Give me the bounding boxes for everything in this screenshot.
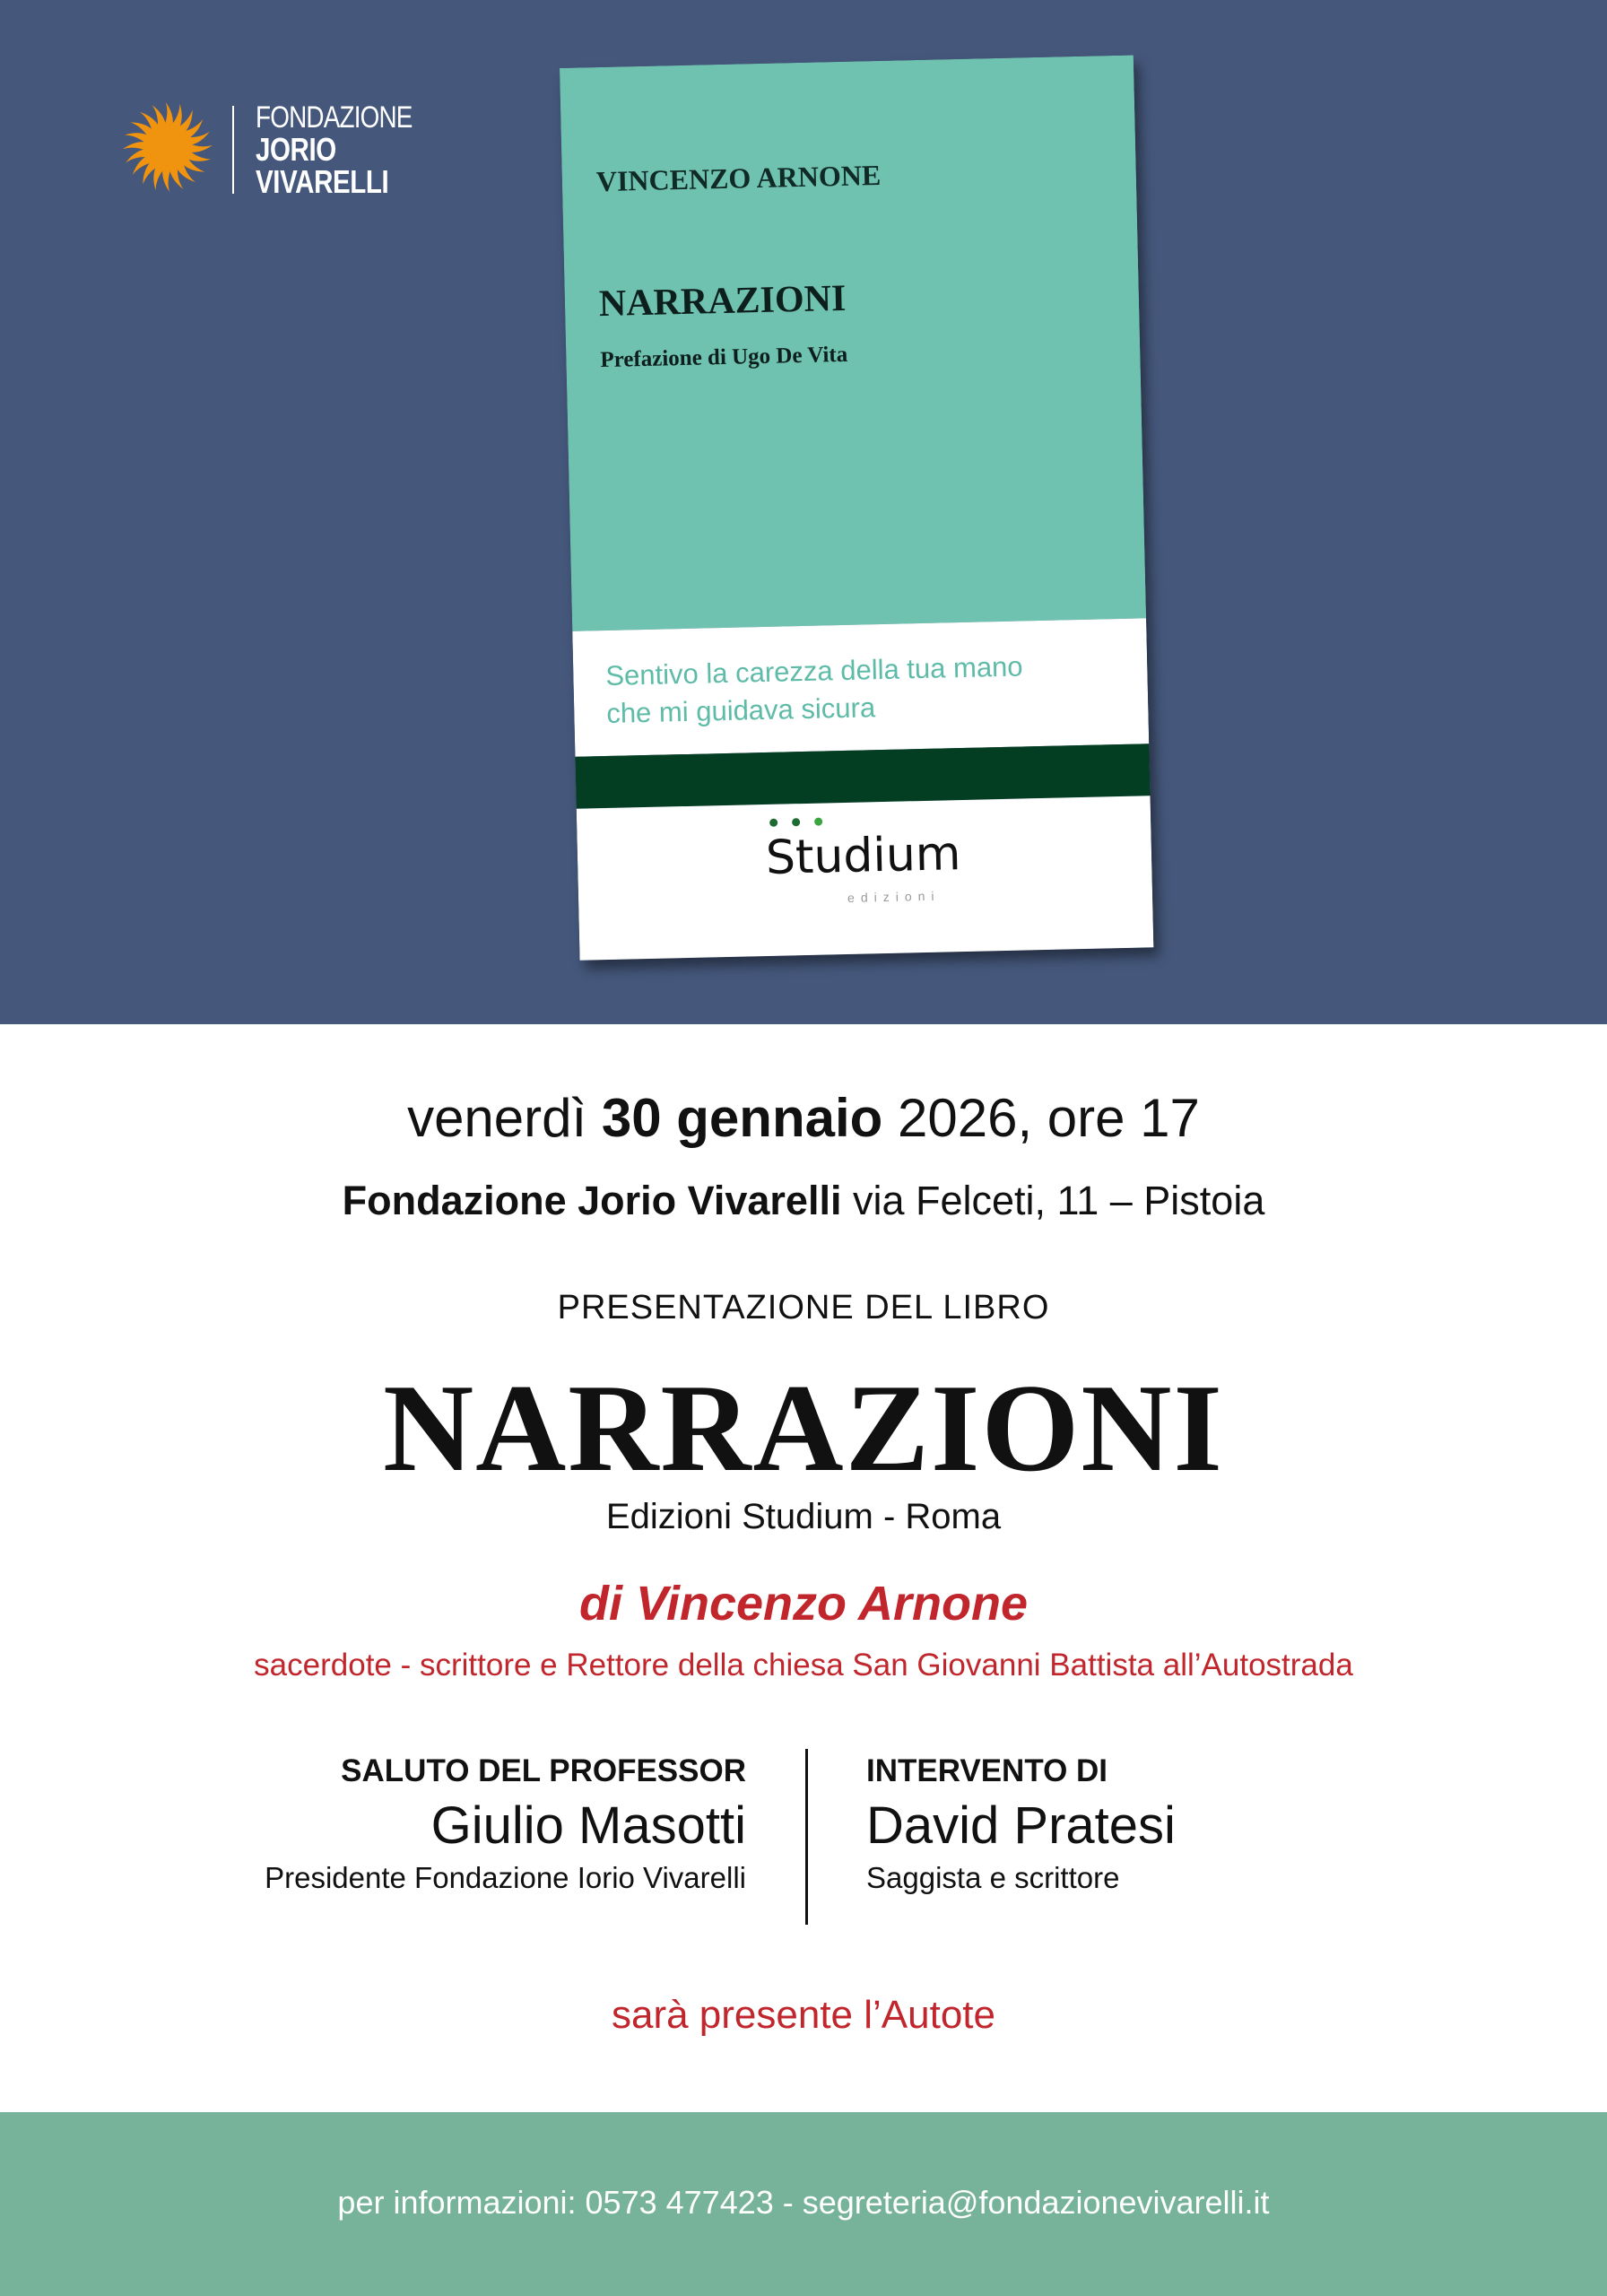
speaker-divider bbox=[805, 1749, 808, 1925]
footer bbox=[0, 2112, 1607, 2296]
speaker-role: Presidente Fondazione Iorio Vivarelli bbox=[265, 1861, 746, 1894]
speaker-heading: INTERVENTO DI bbox=[866, 1753, 1108, 1788]
publisher-dots-icon bbox=[769, 818, 822, 827]
speaker-name: Giulio Masotti bbox=[430, 1796, 746, 1855]
quote-line-1: Sentivo la carezza della tua mano bbox=[604, 650, 1023, 692]
speaker-heading: SALUTO DEL PROFESSOR bbox=[341, 1753, 746, 1788]
event-venue: Fondazione Jorio Vivarelli bbox=[342, 1178, 842, 1223]
header-banner bbox=[0, 0, 1607, 1024]
foundation-logo bbox=[121, 100, 447, 198]
presentation-title: NARRAZIONI bbox=[383, 1359, 1224, 1498]
presentation-author: di Vincenzo Arnone bbox=[578, 1577, 1029, 1631]
author-role: sacerdote - scrittore e Rettore della chiesa San Giovanni Battista all’Autostrada bbox=[254, 1648, 1353, 1683]
speaker-name: David Pratesi bbox=[866, 1796, 1176, 1855]
event-time: 2026, ore 17 bbox=[897, 1088, 1200, 1148]
book-preface: Prefazione di Ugo De Vita bbox=[600, 342, 848, 373]
book-title: NARRAZIONI bbox=[598, 277, 847, 326]
event-place bbox=[0, 1178, 1607, 1224]
quote-line-2: che mi guidava sicura bbox=[605, 691, 876, 729]
event-address: via Felceti, 11 – Pistoia bbox=[852, 1178, 1265, 1223]
logo-divider bbox=[232, 106, 234, 194]
book-author: VINCENZO ARNONE bbox=[595, 158, 882, 198]
presentation-publisher: Edizioni Studium - Roma bbox=[605, 1497, 1002, 1536]
presentation-label: PRESENTAZIONE DEL LIBRO bbox=[557, 1289, 1050, 1326]
speaker-left bbox=[265, 1753, 746, 1895]
logo-line-1: FONDAZIONE bbox=[256, 100, 413, 135]
logo-line-2: JORIO bbox=[256, 130, 336, 168]
speaker-role: Saggista e scrittore bbox=[866, 1861, 1120, 1894]
publisher-logo: Studium bbox=[765, 827, 962, 885]
book-cover-top bbox=[560, 55, 1146, 631]
event-date-bold: 30 gennaio bbox=[601, 1088, 883, 1148]
speaker-right bbox=[866, 1753, 1176, 1895]
event-day: venerdì bbox=[407, 1088, 587, 1148]
book-quote bbox=[605, 648, 1024, 733]
footer-info: per informazioni: 0573 477423 - segreteria@fondazionevivarelli.it bbox=[337, 2184, 1270, 2221]
publisher-sub: edizioni bbox=[847, 888, 941, 905]
logo-line-3: VIVARELLI bbox=[256, 162, 389, 200]
sun-icon bbox=[121, 100, 214, 198]
author-present-note: sarà presente l’Autote bbox=[611, 1993, 996, 2037]
book-cover bbox=[560, 55, 1153, 960]
event-date bbox=[0, 1087, 1607, 1149]
